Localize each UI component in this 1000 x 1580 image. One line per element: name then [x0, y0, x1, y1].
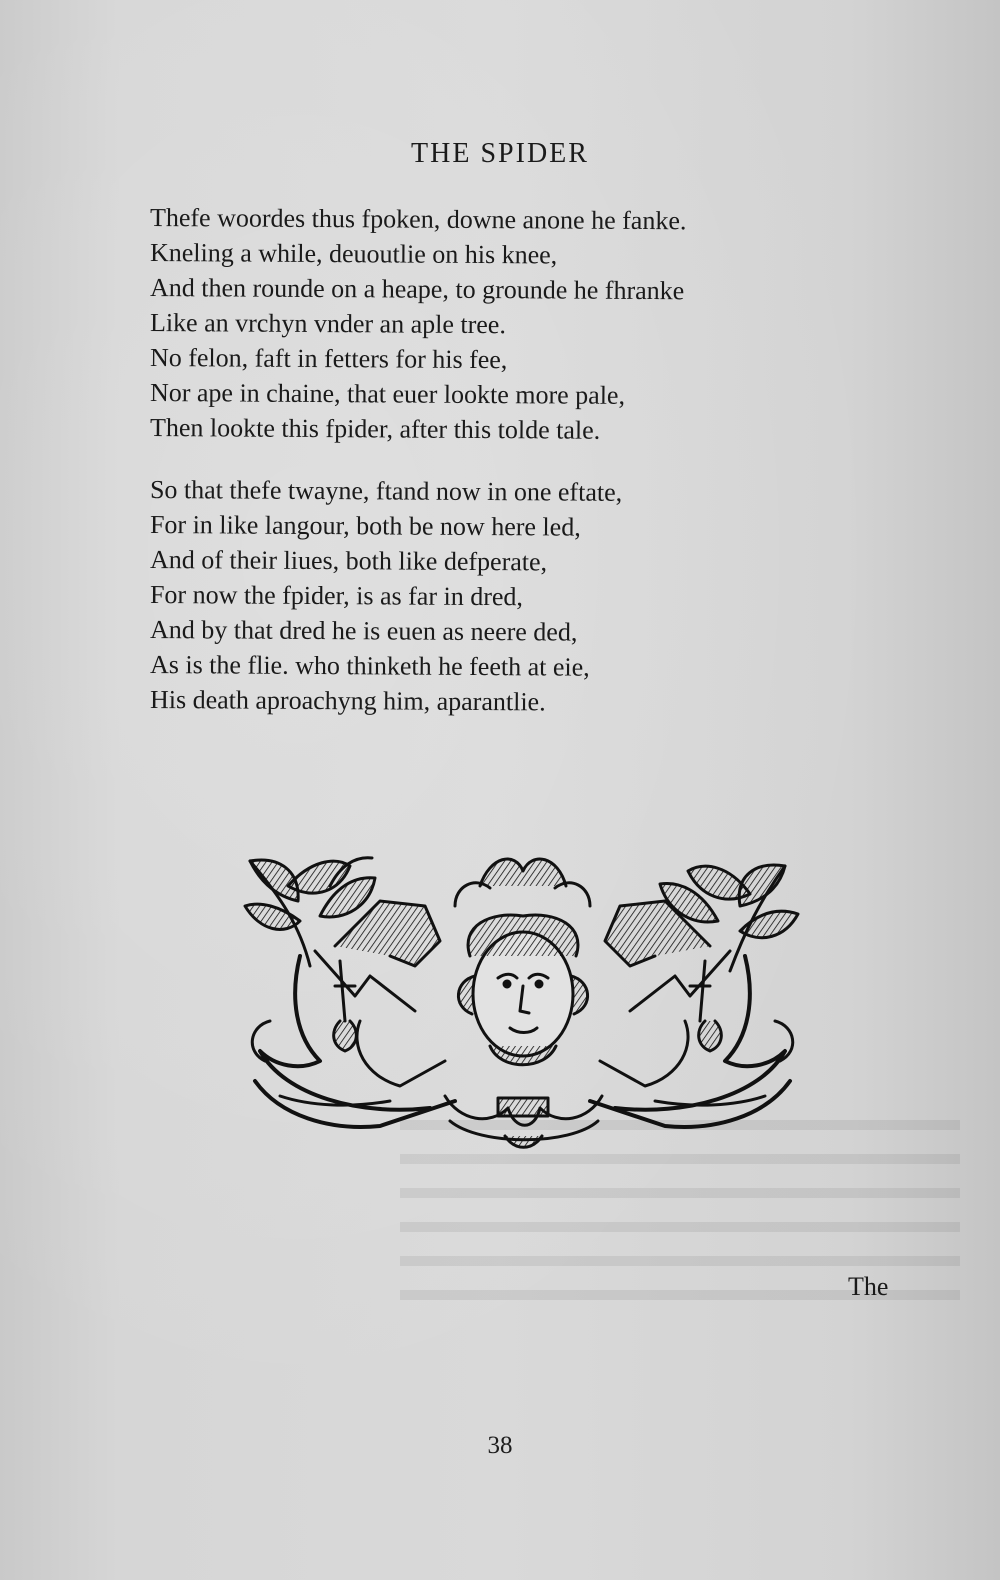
verse-line: For in like langour, both be now here led, — [149, 510, 581, 542]
verse-line: As is the flie. who thinketh he feeth at eie, — [149, 650, 590, 682]
stanza-1 — [150, 200, 850, 445]
verse-line: Then lookte this fpider, after this tolde tale. — [149, 413, 601, 445]
verse-line: And of their liues, both like defperate, — [149, 545, 548, 577]
page-number: 38 — [487, 1432, 513, 1459]
running-head: THE SPIDER — [411, 138, 589, 169]
verse-line: Kneling a while, deuoutlie on his knee, — [149, 238, 558, 270]
verse-line: And then rounde on a heape, to grounde he fhranke — [149, 273, 685, 306]
woodcut-mask-ornament-icon — [240, 846, 805, 1166]
stanza-2 — [150, 472, 850, 717]
catchword: The — [848, 1272, 889, 1301]
verse-line: So that thefe twayne, ftand now in one eftate, — [149, 475, 623, 507]
verse-line: Like an vrchyn vnder an aple tree. — [149, 308, 506, 340]
verse-line: Nor ape in chaine, that euer lookte more pale, — [149, 378, 626, 410]
verse-line: No felon, faft in fetters for his fee, — [149, 343, 508, 375]
verse-line: His death aproachyng him, aparantlie. — [149, 685, 546, 717]
verse-line: For now the fpider, is as far in dred, — [149, 580, 524, 612]
verse-line: Thefe woordes thus fpoken, downe anone he fanke. — [149, 203, 687, 236]
verse-line: And by that dred he is euen as neere ded, — [149, 615, 578, 647]
left-leaf-sprig — [245, 858, 375, 966]
